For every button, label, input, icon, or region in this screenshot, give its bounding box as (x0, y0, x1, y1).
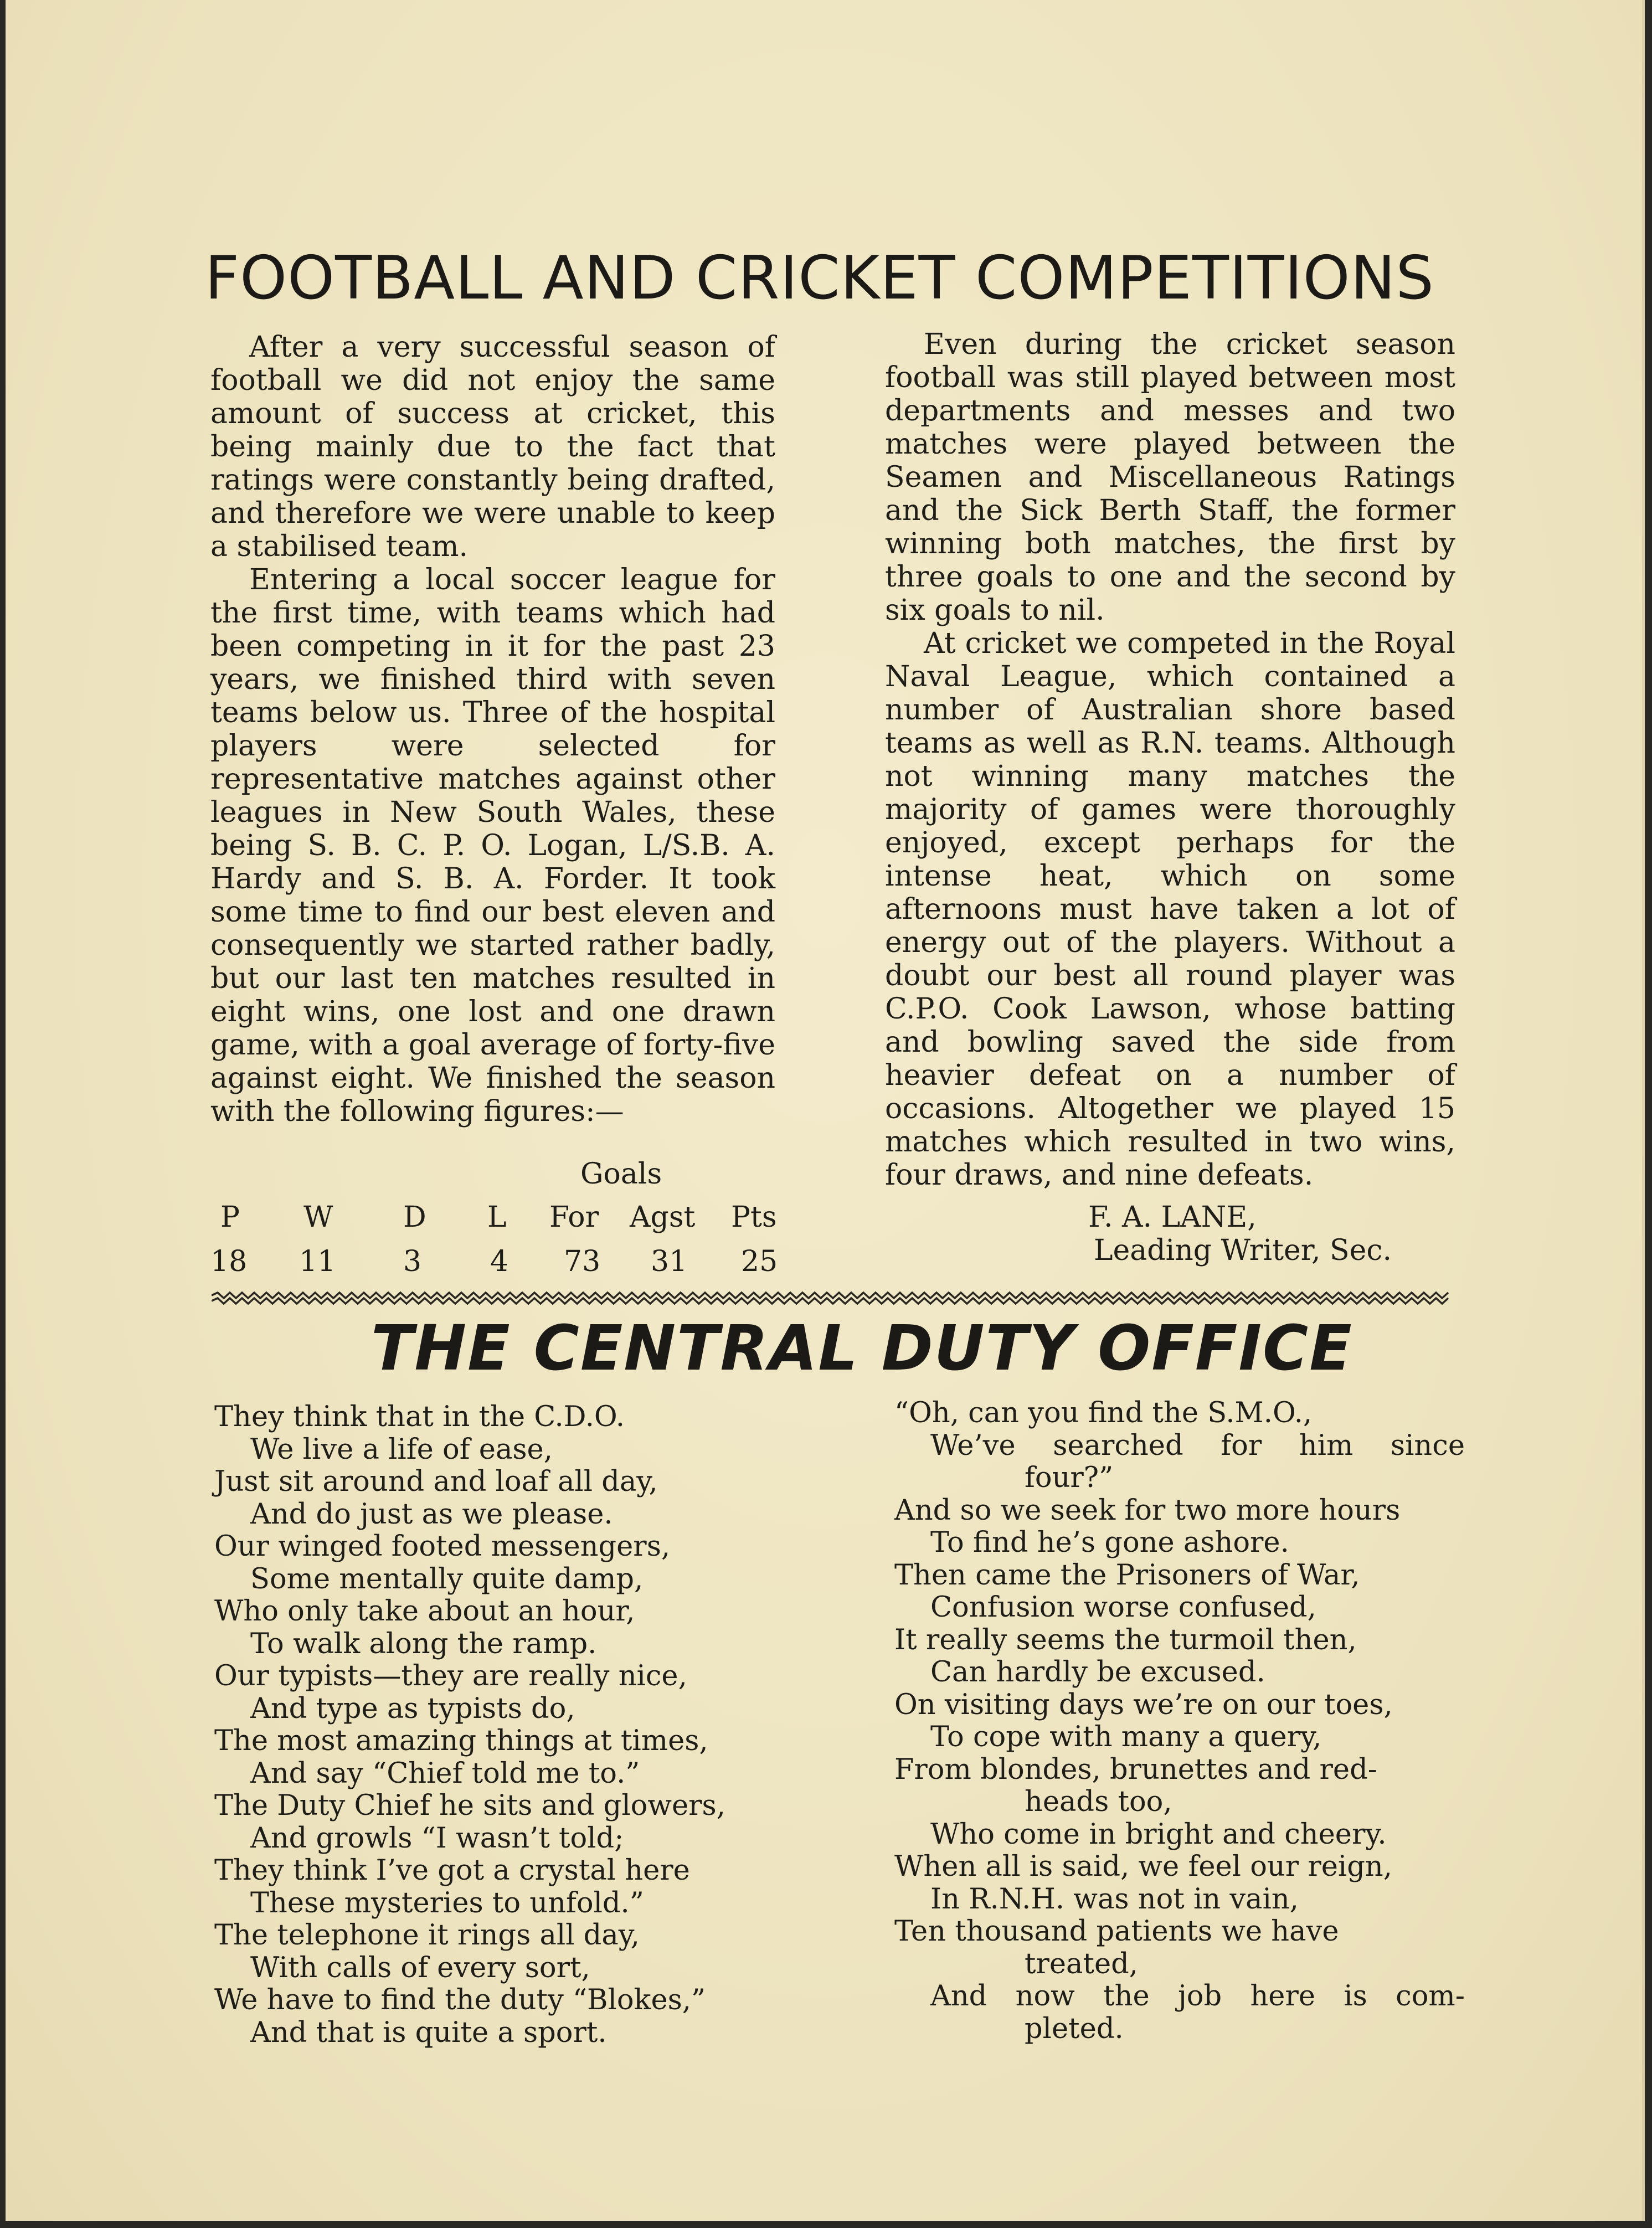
paragraph: Even during the cricket season football was still played between most departments and messes and two matches were played between the Seamen and Miscellaneous Ratings and the Sick Berth Staff, the former winning both matches, the first by three goals to one and the second by six goals to nil. (885, 328, 1455, 627)
table-cell: 31 (651, 1245, 688, 1278)
table-header: Pts (731, 1201, 777, 1234)
table-cell: 18 (210, 1245, 248, 1278)
table-cell: 25 (741, 1245, 778, 1278)
poem-line: treated, (1025, 1947, 1138, 1980)
poem-line: They think I’ve got a crystal here (214, 1854, 690, 1887)
poem-line: And say “Chief told me to.” (250, 1757, 640, 1790)
article-column-right (885, 328, 1455, 1192)
magazine-page (6, 0, 1645, 2221)
poem-line: They think that in the C.D.O. (214, 1401, 625, 1433)
poem-line: And that is quite a sport. (250, 2016, 607, 2049)
poem-line: We have to find the duty “Blokes,” (214, 1984, 706, 2016)
paragraph: After a very successful season of football we did not enjoy the same amount of success at cricket, this being mainly due to the fact that ratings were constantly being drafted, and therefore we were unable to keep a stabilised team. (210, 331, 775, 563)
poem-line: We’ve searched for him since (930, 1429, 1465, 1462)
article-column-left (210, 331, 775, 1128)
poem-line: On visiting days we’re on our toes, (894, 1688, 1393, 1721)
poem-line: Can hardly be excused. (930, 1656, 1265, 1689)
poem-line: heads too, (1025, 1786, 1172, 1818)
page-edge-shadow (1642, 0, 1645, 2221)
poem-line: When all is said, we feel our reign, (894, 1850, 1392, 1883)
poem-line: And growls “I wasn’t told; (250, 1821, 624, 1855)
poem-column-left (214, 1401, 812, 2049)
signature-role: Leading Writer, Sec. (1094, 1234, 1392, 1267)
poem-line: The telephone it rings all day, (214, 1919, 640, 1952)
poem-line: To find he’s gone ashore. (930, 1526, 1289, 1559)
poem-line: And type as typists do, (250, 1692, 575, 1725)
poem-line: And so we seek for two more hours (894, 1494, 1401, 1527)
poem-line: It really seems the turmoil then, (894, 1623, 1357, 1656)
poem-line: The Duty Chief he sits and glowers, (214, 1789, 725, 1822)
poem-line: Our winged footed messengers, (214, 1530, 671, 1563)
poem-line: The most amazing things at times, (214, 1725, 708, 1757)
poem-line: Ten thousand patients we have (894, 1915, 1339, 1948)
poem-line: To cope with many a query, (930, 1721, 1322, 1753)
article-title-football-cricket: FOOTBALL AND CRICKET COMPETITIONS (205, 244, 1434, 313)
poem-line: From blondes, brunettes and red- (894, 1753, 1377, 1786)
poem-line: Then came the Prisoners of War, (894, 1558, 1360, 1592)
table-header: For (549, 1201, 599, 1234)
poem-line: “Oh, can you find the S.M.O., (894, 1397, 1313, 1429)
poem-line: pleted. (1025, 2012, 1124, 2045)
poem-line: Some mentally quite damp, (250, 1562, 644, 1596)
table-header: D (403, 1201, 426, 1234)
table-header: W (303, 1201, 333, 1234)
paragraph: Entering a local soccer league for the first time, with teams which had been competing in it for the past 23 years, we finished third with seven teams below us. Three of the hospital players were selected for representative matches against other leagues in New South Wales, these being S. B. C. P. O. Logan, L/S.B. A. Hardy and S. B. A. Forder. It took some time to find our best eleven and consequently we started rather badly, but our last ten matches resulted in eight wins, one lost and one drawn game, with a goal average of forty-five against eight. We finished the season with the following figures:— (210, 563, 775, 1128)
poem-line: In R.N.H. was not in vain, (930, 1882, 1299, 1916)
poem-line: Confusion worse confused, (930, 1591, 1316, 1624)
poem-line: Who only take about an hour, (214, 1595, 635, 1628)
poem-line: four?” (1025, 1462, 1114, 1494)
poem-line: And now the job here is com- (930, 1980, 1465, 2013)
poem-line: Our typists—they are really nice, (214, 1660, 687, 1692)
table-cell: 3 (403, 1245, 422, 1278)
article-title-central-duty-office: THE CENTRAL DUTY OFFICE (371, 1313, 1353, 1385)
wavy-divider (212, 1290, 1452, 1306)
poem-line: Just sit around and loaf all day, (214, 1465, 658, 1498)
goals-label: Goals (580, 1157, 662, 1191)
poem-line: To walk along the ramp. (250, 1627, 597, 1660)
poem-line: We live a life of ease, (250, 1433, 553, 1466)
poem-line: With calls of every sort, (250, 1951, 590, 1984)
table-header: P (220, 1201, 240, 1234)
table-cell: 4 (490, 1245, 509, 1278)
poem-line: These mysteries to unfold.” (250, 1886, 644, 1920)
table-header: L (487, 1201, 507, 1234)
table-cell: 11 (299, 1245, 336, 1278)
poem-line: Who come in bright and cheery. (930, 1818, 1387, 1851)
paragraph: At cricket we competed in the Royal Naval League, which contained a number of Australian shore based teams as well as R.N. teams. Although not winning many matches the majority of games were thoroughly enjoyed, except perhaps for the intense heat, which on some afternoons must have taken a lot of energy out of the players. Without a doubt our best all round player was C.P.O. Cook Lawson, whose batting and bowling saved the side from heavier defeat on a number of occasions. Altogether we played 15 matches which resulted in two wins, four draws, and nine defeats. (885, 627, 1455, 1192)
poem-column-right (894, 1397, 1465, 2045)
results-table (210, 1157, 797, 1278)
table-cell: 73 (564, 1245, 601, 1278)
signature-name: F. A. LANE, (1088, 1201, 1257, 1234)
table-header: Agst (630, 1201, 696, 1234)
poem-line: And do just as we please. (250, 1498, 613, 1531)
